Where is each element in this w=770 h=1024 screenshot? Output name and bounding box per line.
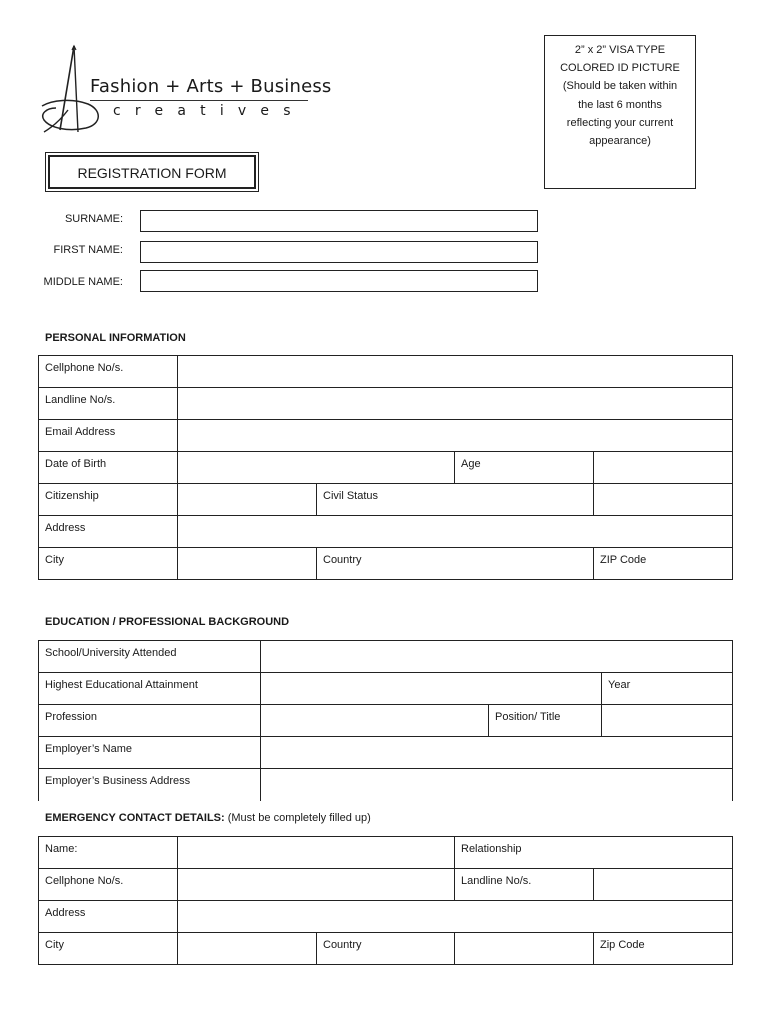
photo-instruction-line: appearance) xyxy=(589,135,651,148)
table-row xyxy=(39,769,733,801)
education-table xyxy=(38,640,733,801)
emergency-country-label: Country xyxy=(317,933,455,965)
photo-instruction-line: 2” x 2” VISA TYPE xyxy=(574,44,666,56)
photo-instruction-line: COLORED ID PICTURE xyxy=(560,62,680,75)
citizenship-field[interactable] xyxy=(178,484,317,516)
civil-status-label: Civil Status xyxy=(317,484,594,516)
age-field[interactable] xyxy=(594,452,733,484)
dob-field[interactable] xyxy=(178,452,455,484)
school-field[interactable] xyxy=(261,641,733,673)
middle-name-label: MIDDLE NAME: xyxy=(43,276,123,288)
age-label: Age xyxy=(455,452,594,484)
school-label: School/University Attended xyxy=(39,641,261,673)
emergency-heading-title: EMERGENCY CONTACT DETAILS: xyxy=(45,812,225,824)
table-row xyxy=(39,901,733,933)
photo-instruction-line: reflecting your current xyxy=(566,116,674,129)
surname-field[interactable] xyxy=(140,210,538,232)
city-field[interactable] xyxy=(178,548,317,580)
emergency-city-label: City xyxy=(39,933,178,965)
personal-info-table xyxy=(38,355,733,580)
year-label: Year xyxy=(602,673,733,705)
emergency-cellphone-label: Cellphone No/s. xyxy=(39,869,178,901)
position-field[interactable] xyxy=(602,705,733,737)
personal-info-heading: PERSONAL INFORMATION xyxy=(45,332,186,344)
emergency-name-label: Name: xyxy=(39,837,178,869)
civil-status-field[interactable] xyxy=(594,484,733,516)
emergency-name-field[interactable] xyxy=(178,837,455,869)
email-field[interactable] xyxy=(178,420,733,452)
cellphone-label: Cellphone No/s. xyxy=(39,356,178,388)
emergency-zip-label: Zip Code xyxy=(594,933,733,965)
profession-label: Profession xyxy=(39,705,261,737)
emergency-landline-field[interactable] xyxy=(594,869,733,901)
highest-attainment-field[interactable] xyxy=(261,673,602,705)
city-label: City xyxy=(39,548,178,580)
table-row xyxy=(39,356,733,388)
middle-name-field[interactable] xyxy=(140,270,538,292)
education-heading: EDUCATION / PROFESSIONAL BACKGROUND xyxy=(45,616,290,628)
emergency-table xyxy=(38,836,733,965)
photo-instruction-line: the last 6 months xyxy=(578,98,662,111)
position-label: Position/ Title xyxy=(489,705,602,737)
country-label: Country xyxy=(317,548,594,580)
cellphone-field[interactable] xyxy=(178,356,733,388)
emergency-heading xyxy=(45,812,371,824)
table-row xyxy=(39,673,733,705)
table-row xyxy=(39,869,733,901)
landline-label: Landline No/s. xyxy=(39,388,178,420)
landline-field[interactable] xyxy=(178,388,733,420)
table-row xyxy=(39,705,733,737)
emergency-city-field[interactable] xyxy=(178,933,317,965)
employer-address-label: Employer’s Business Address xyxy=(39,769,261,801)
zip-label: ZIP Code xyxy=(594,548,733,580)
form-title-box xyxy=(45,152,259,192)
emergency-heading-note: (Must be completely filled up) xyxy=(224,812,371,824)
table-row xyxy=(39,388,733,420)
table-row xyxy=(39,516,733,548)
first-name-label: FIRST NAME: xyxy=(53,244,123,256)
form-title: REGISTRATION FORM xyxy=(48,155,256,189)
table-row xyxy=(39,837,733,869)
table-row xyxy=(39,420,733,452)
relationship-label: Relationship xyxy=(455,837,733,869)
address-label: Address xyxy=(39,516,178,548)
table-row xyxy=(39,548,733,580)
emergency-landline-label: Landline No/s. xyxy=(455,869,594,901)
emergency-country-field[interactable] xyxy=(455,933,594,965)
table-row xyxy=(39,933,733,965)
logo-subtitle: creatives xyxy=(113,103,305,119)
logo-title: Fashion + Arts + Business xyxy=(90,76,332,97)
first-name-field[interactable] xyxy=(140,241,538,263)
employer-name-label: Employer’s Name xyxy=(39,737,261,769)
table-row xyxy=(39,737,733,769)
emergency-address-label: Address xyxy=(39,901,178,933)
logo-divider xyxy=(90,100,308,101)
id-photo-box[interactable] xyxy=(544,35,696,189)
table-row xyxy=(39,484,733,516)
emergency-address-field[interactable] xyxy=(178,901,733,933)
employer-address-field[interactable] xyxy=(261,769,733,801)
photo-instruction-line: (Should be taken within xyxy=(562,80,678,93)
surname-label: SURNAME: xyxy=(64,213,123,225)
dob-label: Date of Birth xyxy=(39,452,178,484)
email-label: Email Address xyxy=(39,420,178,452)
profession-field[interactable] xyxy=(261,705,489,737)
citizenship-label: Citizenship xyxy=(39,484,178,516)
highest-attainment-label: Highest Educational Attainment xyxy=(39,673,261,705)
employer-name-field[interactable] xyxy=(261,737,733,769)
emergency-cellphone-field[interactable] xyxy=(178,869,455,901)
table-row xyxy=(39,452,733,484)
address-field[interactable] xyxy=(178,516,733,548)
table-row xyxy=(39,641,733,673)
